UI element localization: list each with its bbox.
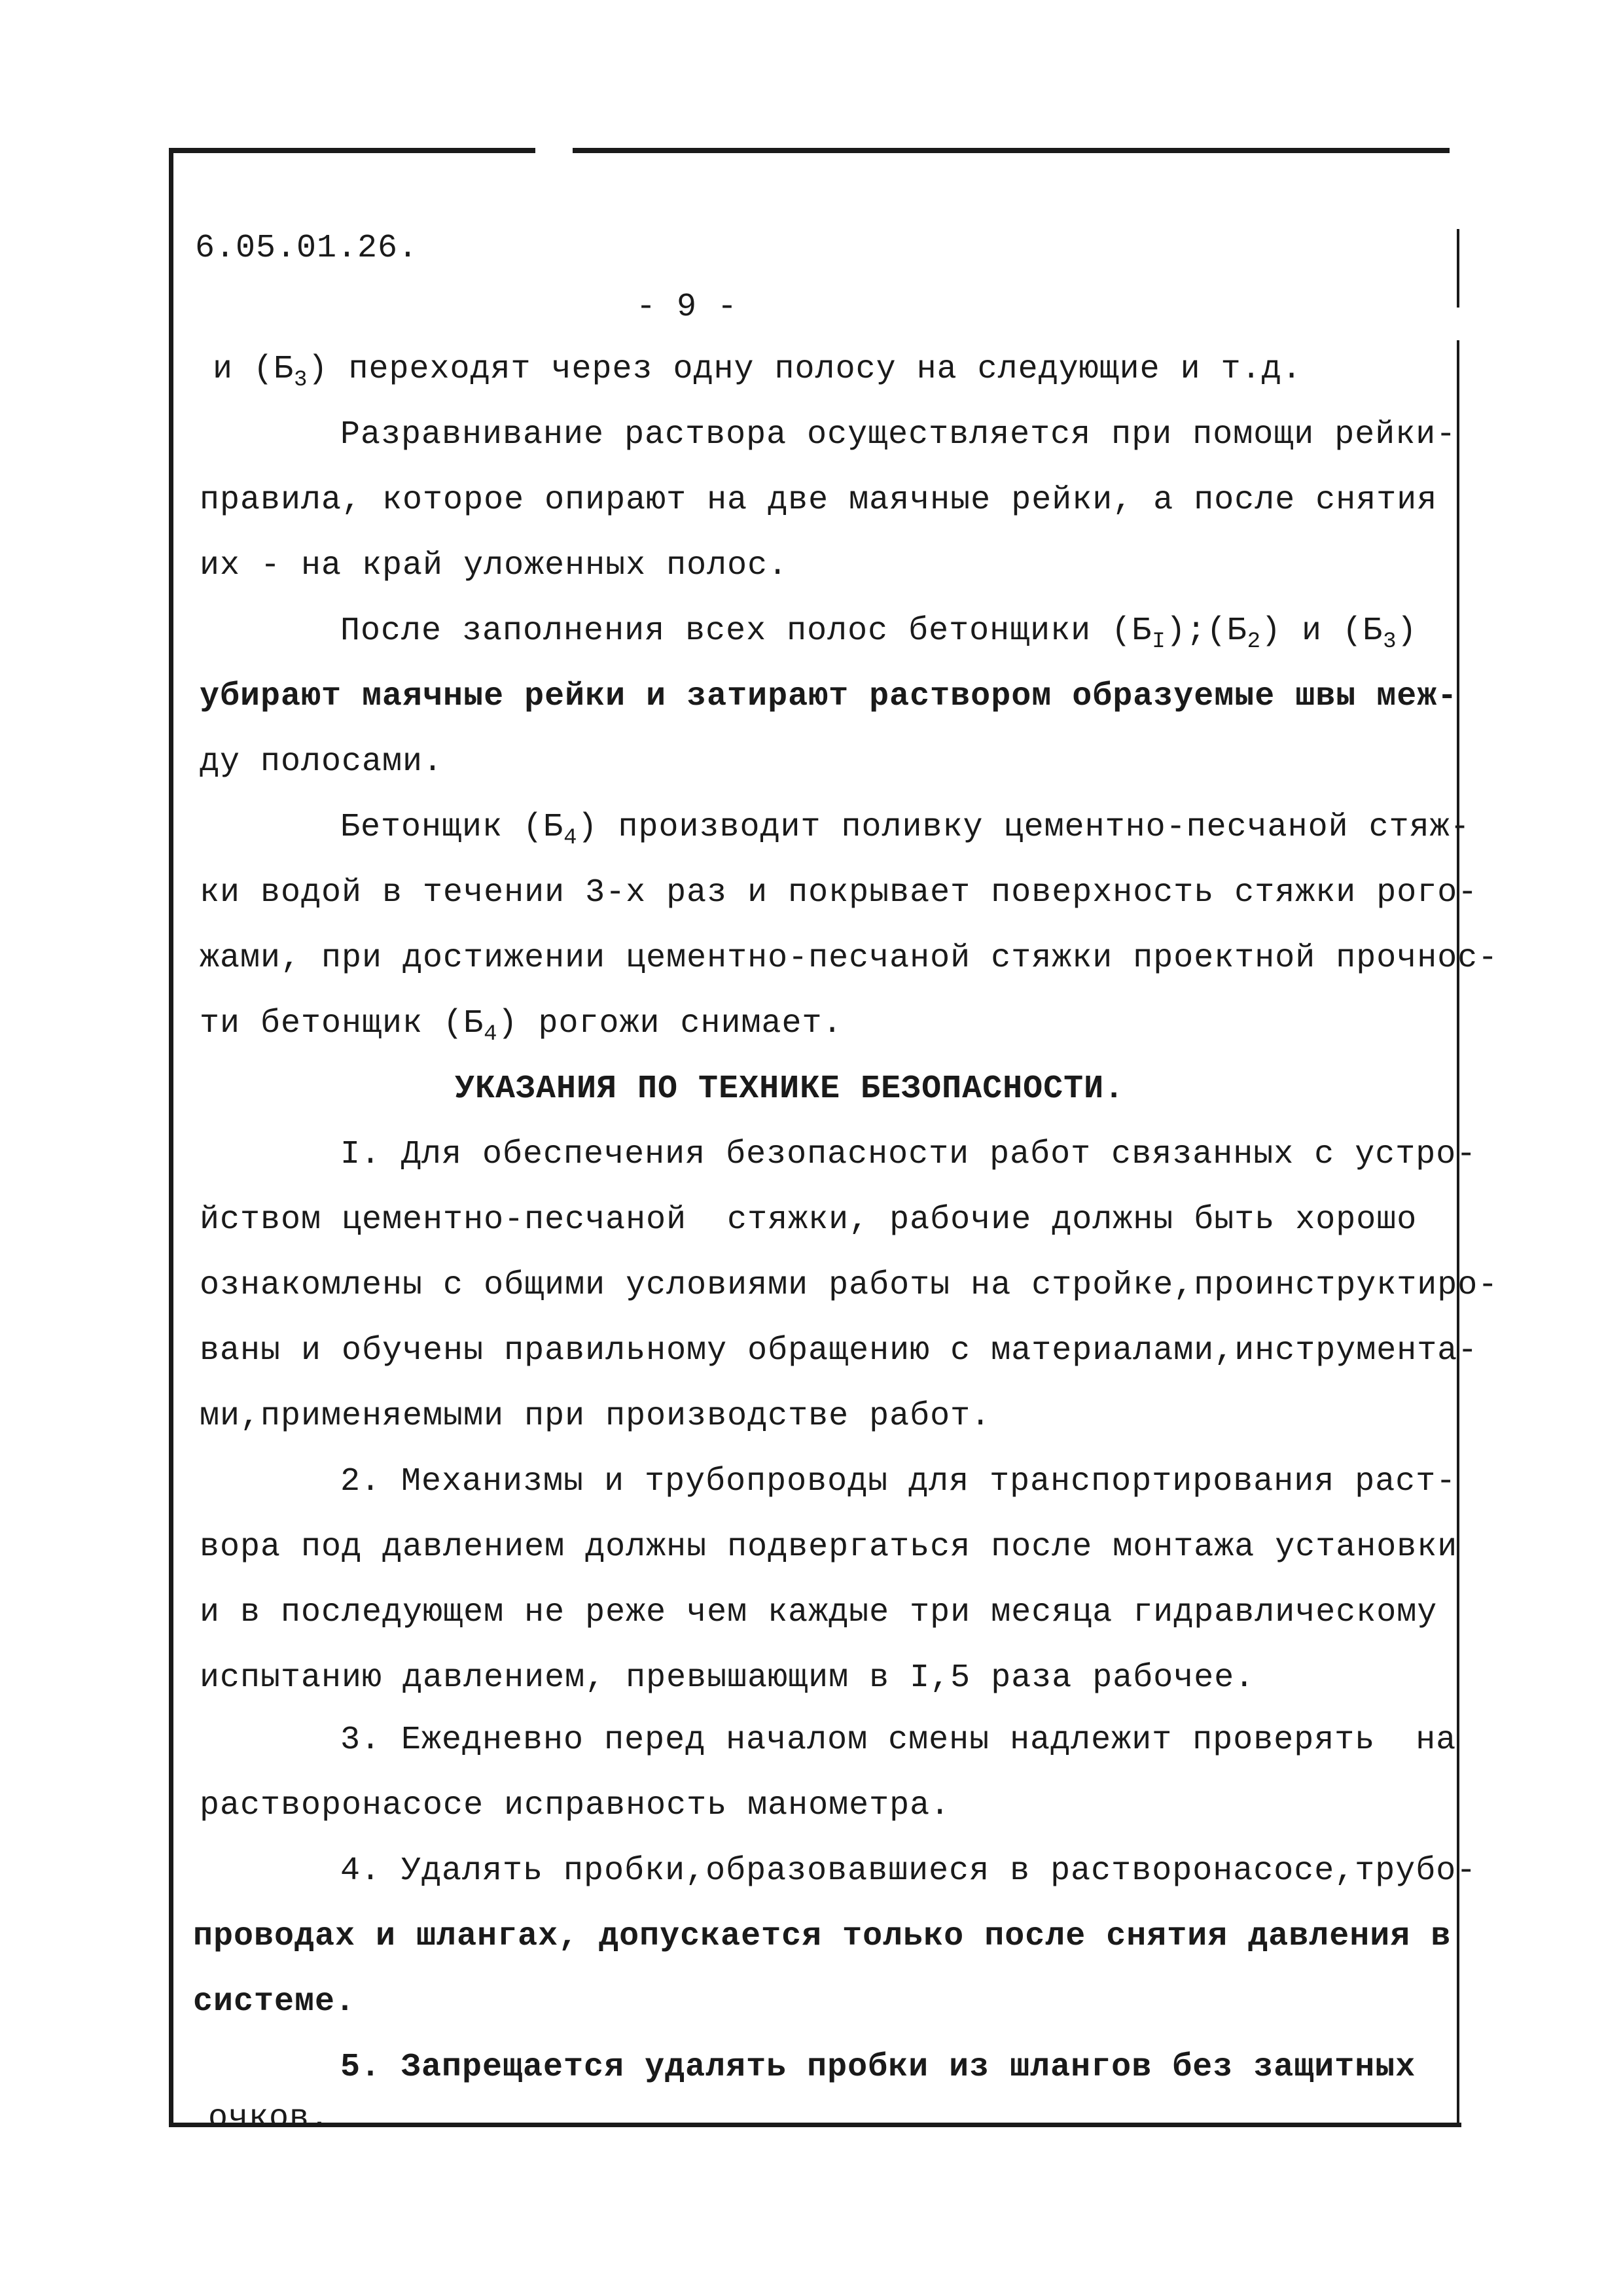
safety-item-line: 2. Механизмы и трубопроводы для транспортирования раст- <box>340 1463 1457 1500</box>
safety-item-line: вора под давлением должны подвергаться после монтажа установки <box>200 1528 1458 1566</box>
safety-item-line: 5. Запрещается удалять пробки из шлангов без защитных <box>340 2049 1416 2086</box>
safety-item-line: растворонасосе исправность манометра. <box>200 1787 951 1824</box>
safety-item-line: системе. <box>193 1983 356 2021</box>
safety-item-line: ми,применяемыми при производстве работ. <box>200 1398 991 1435</box>
frame-right-line-upper <box>1457 229 1459 308</box>
text-line: правила, которое опирают на две маячные рейки, а после снятия <box>200 482 1438 519</box>
safety-item-line: ознакомлены с общими условиями работы на стройке,проинструктиро- <box>200 1267 1499 1304</box>
safety-item-line: проводах и шлангах, допускается только после снятия давления в <box>193 1918 1452 1955</box>
text-line: ти бетонщик $(Б_4)$ рогожи снимает. <box>200 1005 843 1047</box>
safety-item-line: испытанию давлением, превышающим в I,5 раза рабочее. <box>200 1659 1255 1697</box>
document-code: 6.05.01.26. <box>195 230 419 267</box>
safety-item-line: йством цементно-песчаной стяжки, рабочие должны быть хорошо <box>200 1201 1418 1239</box>
text-line: и $(Б_3)$ переходят через одну полосу на следующие и т.д. <box>213 351 1302 393</box>
frame-top-right-line <box>573 148 1450 153</box>
text-line: жами, при достижении цементно-песчаной стяжки проектной прочнос- <box>200 940 1499 977</box>
text-line: ду полосами. <box>200 743 444 781</box>
page-number: - 9 - <box>636 289 738 326</box>
frame-left-line <box>169 148 173 2124</box>
frame-bottom-line <box>169 2123 1461 2127</box>
text-line: После заполнения всех полос бетонщики $(Б_I);(Б_2)$ и $(Б_3)$ <box>340 612 1418 654</box>
section-heading: УКАЗАНИЯ ПО ТЕХНИКЕ БЕЗОПАСНОСТИ. <box>455 1070 1125 1108</box>
text-line: их - на край уложенных полос. <box>200 547 789 584</box>
safety-item-line: очков. <box>208 2100 330 2137</box>
frame-top-left-line <box>169 148 535 153</box>
safety-item-line: и в последующем не реже чем каждые три месяца гидравлическому <box>200 1594 1438 1631</box>
safety-item-line: ваны и обучены правильному обращению с материалами,инструмента- <box>200 1332 1478 1369</box>
safety-item-line: I. Для обеспечения безопасности работ связанных с устро- <box>340 1136 1477 1173</box>
text-line: Разравнивание раствора осуществляется при помощи рейки- <box>340 416 1457 453</box>
text-line: ки водой в течении 3-х раз и покрывает поверхность стяжки рого- <box>200 874 1478 911</box>
safety-item-line: 4. Удалять пробки,образовавшиеся в растворонасосе,трубо- <box>340 1852 1477 1890</box>
safety-item-line: 3. Ежедневно перед началом смены надлежит проверять на <box>340 1722 1457 1759</box>
text-line: Бетонщик $(Б_4)$ производит поливку цементно-песчаной стяж- <box>340 809 1471 851</box>
text-line: убирают маячные рейки и затирают раствором образуемые швы меж- <box>200 678 1458 715</box>
